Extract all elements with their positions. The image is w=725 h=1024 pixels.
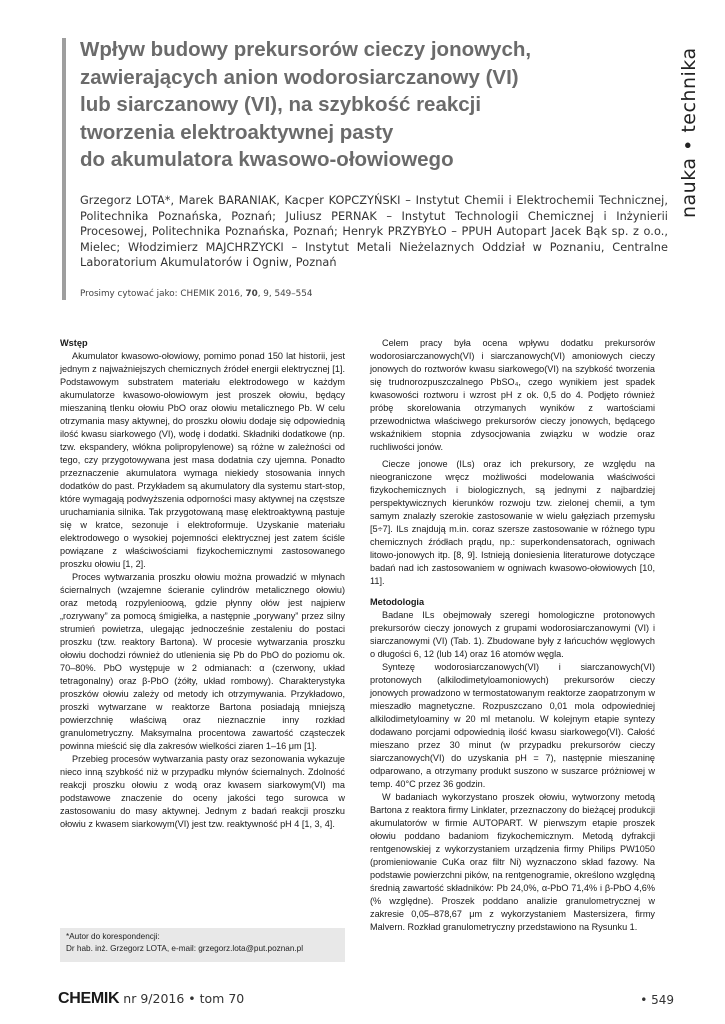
page-number: • 549 — [640, 993, 674, 1007]
title-line: zawierających anion wodorosiarczanowy (VI) — [80, 65, 519, 89]
article-title — [80, 36, 665, 174]
journal-footer — [58, 990, 244, 1010]
body-paragraph: Proces wytwarzania proszku ołowiu można prowadzić w młynach ściernalnych (wzajemne ścieranie cylindrów metalicznego ołowiu) oraz metodą rozpylenioową, gdzie płynny ołów jest najpierw „rozrywany” za pomocą śmigiełka, a następnie „porywany” przez silny strumień powietrza, ulegając jednocześnie zestaleniu do postaci proszku (tzw. reaktory Bartona). W procesie wytwarzania proszku ołowiu dochodzi również do utlenienia się Pb do PbO do poziomu ok. 70–80%. PbO występuje w 2 odmianach: α (czerwony, układ tetragonalny) oraz β-PbO (żółty, układ rombowy). Charakterystyka proszków ołowiu zależy od metody ich otrzymywania. Przykładowo, proszki wytwarzane w reaktorze Bartona posiadają mniejszą powierzchnię właściwą oraz nieznacznie inny rozkład granulometryczny. Maksymalna procentowa zawartość cząsteczek powinna mieścić się dla zakresów wielkości ziaren 1–16 μm [1]. — [60, 572, 345, 751]
title-line: Wpływ budowy prekursorów cieczy jonowych, — [80, 38, 532, 61]
body-paragraph: Ciecze jonowe (ILs) oraz ich prekursory, ze względu na nieograniczone wręcz możliwości modelowania właściwości fizykochemicznych i biologicznych, są jednymi z najbardziej perspektywicznych kierunków rozwoju tzw. zielonej chemii, a tym samym znalazły szerokie zastosowanie w wielu gałęziach przemysłu [5÷7]. ILs znajdują m.in. coraz szersze zastosowanie w różnego typu chemicznych źródłach prądu, np.: superkondensatorach, ogniwach litowo-jonowych itp. [8, 9]. Istnieją doniesienia literaturowe dotyczące badań nad ich zastosowaniem w ogniwach kwasowo-ołowiowych [10, 11]. — [370, 459, 655, 586]
section-heading-intro: Wstęp — [60, 338, 88, 348]
body-paragraph: Celem pracy była ocena wpływu dodatku prekursorów wodorosiarczanowych(VI) i siarczanowych(VI) amoniowych cieczy jonowych do roztworów kwasu siarkowego(VI) na szybkość tworzenia się trudnorozpuszczalnego PbSO₄, czego wynikiem jest spadek kwasowości roztworu i wzrost pH z ok. 0,5 do 4. Podjęto również próbę skorelowania otrzymanych wyników z wartościami przewodnictwa właściwego prekursorów cieczy jonowych, będącego wskaźnikiem stopnia zdysocjowania związku w wodzie oraz ruchliwości jonów. — [370, 338, 655, 452]
footnote-label: *Autor do korespondencji: — [66, 932, 160, 941]
section-heading-methodology: Metodologia — [370, 597, 425, 607]
citation-prefix: Prosimy cytować jako: CHEMIK 2016, — [80, 289, 246, 299]
left-column — [60, 337, 345, 831]
journal-logo: CHEMIK — [58, 990, 120, 1007]
title-accent-bar — [62, 38, 66, 300]
body-paragraph: Syntezę wodorosiarczanowych(VI) i siarczanowych(VI) protonowych (alkilodimetyloamoniowych) prekursorów cieczy jonowych prowadzono w termostatowanym reaktorze zaopatrzonym w mieszadło magnetyczne. Rozpuszczano 0,01 mola odpowiedniej alkilodimetyloaminy w 20 ml metanolu. W kolejnym etapie syntezy dodawano porcjami odpowiednią ilość kwasu siarkowego(VI). Całość mieszano przez 30 minut (w przypadku prekursorów cieczy siarczanowych(VI) do uzyskania pH = 7), następnie mieszaninę odparowano, a otrzymany produkt suszono w suszarce próżniowej w temp. 40°C przez 36 godzin. — [370, 662, 655, 789]
citation-suffix: , 9, 549–554 — [257, 289, 313, 299]
citation-line — [80, 289, 660, 299]
issue-info: nr 9/2016 • tom 70 — [119, 991, 245, 1006]
corresponding-author-note — [60, 928, 345, 962]
body-paragraph: W badaniach wykorzystano proszek ołowiu, wytworzony metodą Bartona z reaktora firmy Linklater, przeznaczony do bieżącej produkcji akumulatorów w firmie AUTOPART. W pierwszym etapie proszek ołowiu poddano badaniom fizykochemicznym. Metodą dyfrakcji rentgenowskiej z wykorzystaniem urządzenia firmy Philips PW1050 (promieniowanie CuKa oraz filtr Ni) wyznaczono skład fazowy. Na podstawie powierzchni pików, na rentgenogramie, określono względną średnią zawartość składników: Pb 24,0%, α-PbO 71,4% i β-PbO 4,6% (% względne). Proszek poddano analizie granulometrycznej w zakresie 0,05–878,67 μm z wykorzystaniem Mastersizera, firmy Malvern. Rozkład granulometryczny przedstawiono na Rysunku 1. — [370, 792, 655, 932]
body-paragraph: Akumulator kwasowo-ołowiowy, pomimo ponad 150 lat historii, jest jednym z najważniejszych chemicznych źródeł energii elektrycznej [1]. Podstawowym substratem materiału elektrodowego w każdym akumulatorze kwasowo-ołowiowym jest proszek ołowiu, będący mieszaniną tlenku ołowiu PbO oraz ołowiu metalicznego Pb. W celu otrzymania masy aktywnej, do proszku ołowiu dodaje się odpowiednią ilość kwasu siarkowego (VI), wodę i dodatki. Składniki dodatkowe (np. tzw. ekspandery, włókna polipropylenowe) są różne w zależności od tego, czy przygotowywana jest masa dodatnia czy ujemna. Ponadto przeznaczenie akumulatora wymaga niekiedy stosowania innych dodatków do past. Przykładem są akumulatory dla systemu start-stop, które wymagają podwyższenia odporności masy aktywnej na częstsze uruchamiania silnika. Tak przygotowaną masę elektroaktywną pastuje się w kratce, sezonuje i elektroformuje. Uzyskanie materiału elektrodowego o wysokiej pojemności elektrycznej jest zatem ściśle powiązane z właściwościami fizykochemicznymi zastosowanego proszku ołowiu [1, 2]. — [60, 351, 345, 569]
title-line: tworzenia elektroaktywnej pasty — [80, 120, 394, 144]
title-line: lub siarczanowy (VI), na szybkość reakcji — [80, 93, 482, 116]
right-column — [370, 337, 655, 934]
section-side-label: nauka • technika — [678, 47, 700, 218]
body-paragraph: Przebieg procesów wytwarzania pasty oraz sezonowania wykazuje nieco inną szybkość niż w przypadku młynów ściernalnych. Zdolność reakcji proszku ołowiu z wodą oraz kwasem siarkowym(VI) ma podstawowe znaczenie do oceny jakości tego surowca w zastosowaniu do masy aktywnej. Jednym z badań reakcji proszku ołowiu z kwasem siarkowym(VI) jest tzw. reaktywność pH 4 [1, 3, 4]. — [60, 754, 345, 829]
body-paragraph: Badane ILs obejmowały szeregi homologiczne protonowych prekursorów cieczy jonowych z grupami wodorosiarczanowymi (VI) i siarczanowymi (VI) (Tab. 1). Zbudowane były z łańcuchów węglowych o długości 6, 12 (lub 14) oraz 16 atomów węgla. — [370, 610, 655, 659]
authors-affiliations: Grzegorz LOTA*, Marek BARANIAK, Kacper KOPCZYŃSKI – Instytut Chemii i Elektrochemii Technicznej, Politechnika Poznańska, Poznań; Juliusz PERNAK – Instytut Technologii Chemicznej i Inżynierii Procesowej, Politechnika Poznańska, Poznań; Henryk PRZYBYŁO – PPUH Autopart Jacek Bąk sp. z o.o., Mielec; Włodzimierz MAJCHRZYCKI – Instytut Metali Nieżelaznych Oddział w Poznaniu, Centralne Laboratorium Akumulatorów i Ogniw, Poznań — [80, 194, 668, 270]
citation-volume: 70 — [245, 289, 258, 299]
title-line: do akumulatora kwasowo-ołowiowego — [80, 148, 454, 171]
footnote-contact: Dr hab. inż. Grzegorz LOTA, e-mail: grzegorz.lota@put.poznan.pl — [66, 944, 304, 953]
